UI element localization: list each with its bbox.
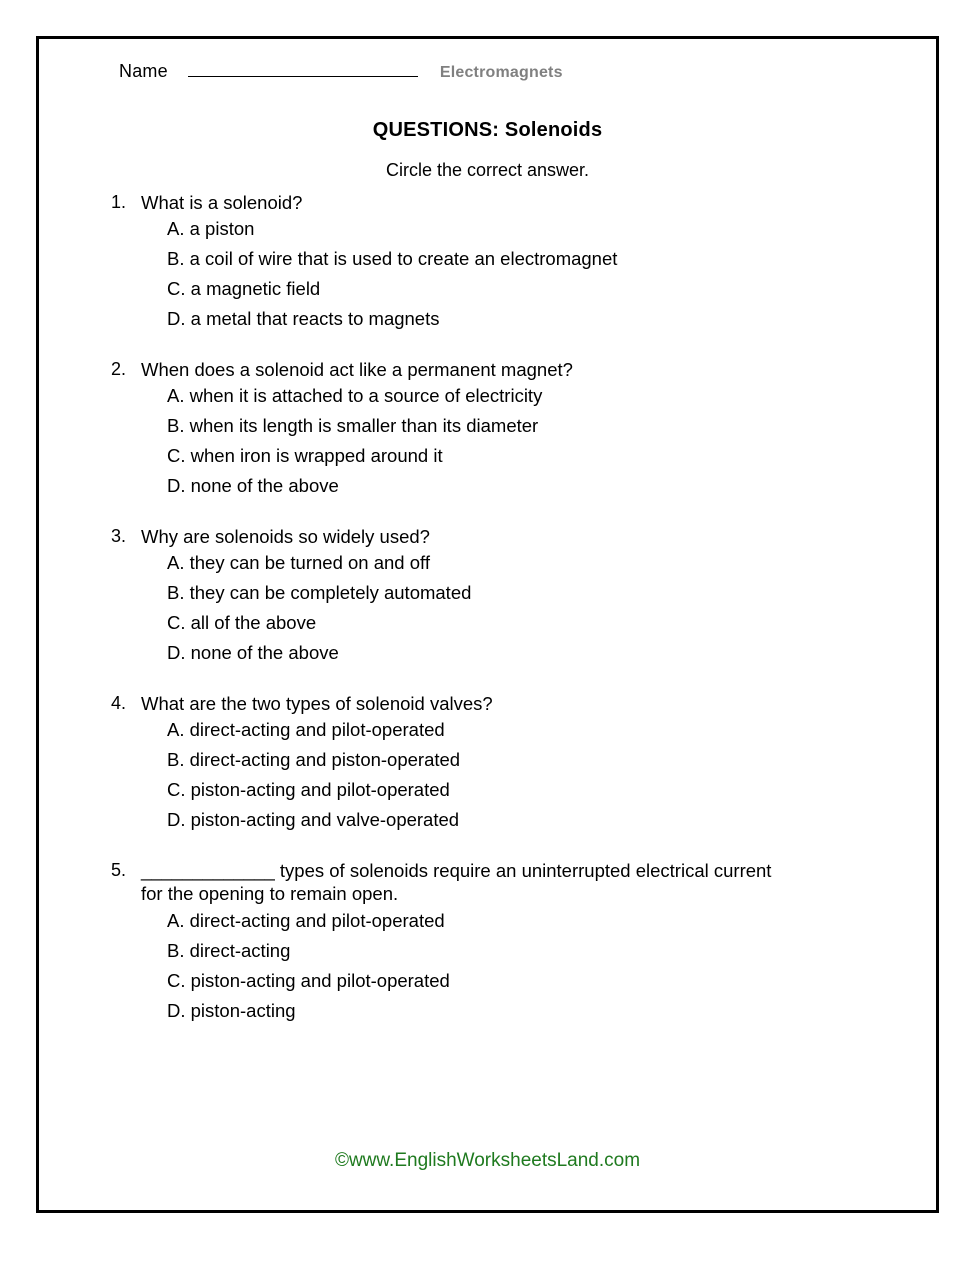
answer-choice[interactable]: B. a coil of wire that is used to create an electromagnet [167,248,618,270]
answer-choice[interactable]: D. none of the above [167,475,339,497]
topic-label: Electromagnets [439,64,563,81]
question-number: 5. [111,860,127,880]
answer-choice[interactable]: A. they can be turned on and off [167,552,430,574]
answer-choice[interactable]: D. none of the above [167,642,339,664]
name-label: Name [119,61,168,81]
answer-choice[interactable]: D. piston-acting [167,1000,296,1022]
question-text: Why are solenoids so widely used? [141,526,430,547]
answer-choice[interactable]: B. direct-acting and piston-operated [167,749,461,771]
answer-choice[interactable]: A. a piston [167,218,255,240]
answer-choice[interactable]: B. when its length is smaller than its diameter [167,415,539,437]
question-line [111,859,896,882]
footer [39,1150,936,1172]
question-text: When does a solenoid act like a permanent magnet? [141,359,573,380]
answer-choice[interactable]: B. they can be completely automated [167,582,472,604]
worksheet-content [39,39,936,1210]
question-line [111,525,896,548]
question-line [111,358,896,381]
answer-choice[interactable]: C. piston-acting and pilot-operated [167,779,450,801]
worksheet-header [39,61,936,82]
questions-list [111,191,896,1050]
answer-choice[interactable]: C. when iron is wrapped around it [167,445,443,467]
worksheet-page [36,36,939,1213]
question-number: 1. [111,192,127,212]
question-item [111,358,896,501]
copyright-icon: © [334,1150,349,1171]
page-title: QUESTIONS: Solenoids [372,119,603,141]
question-number: 3. [111,526,127,546]
answer-choice[interactable]: A. direct-acting and pilot-operated [167,910,445,932]
question-line [111,692,896,715]
question-text: _____________ types of solenoids require an uninterrupted electrical current [141,860,772,881]
question-item [111,859,896,1026]
answer-choice[interactable]: D. piston-acting and valve-operated [167,809,460,831]
question-item [111,692,896,835]
question-item [111,191,896,334]
answer-choice[interactable]: C. all of the above [167,612,317,634]
answer-choice[interactable]: C. piston-acting and pilot-operated [167,970,450,992]
answer-choice[interactable]: A. direct-acting and pilot-operated [167,719,445,741]
question-line [111,191,896,214]
question-text-continued: for the opening to remain open. [141,883,399,905]
question-number: 2. [111,359,127,379]
instructions: Circle the correct answer. [385,160,590,180]
footer-site[interactable]: www.EnglishWorksheetsLand.com [348,1150,641,1171]
answer-choice[interactable]: D. a metal that reacts to magnets [167,308,440,330]
answer-choice[interactable]: A. when it is attached to a source of electricity [167,385,543,407]
question-number: 4. [111,693,127,713]
question-text: What are the two types of solenoid valves? [141,693,493,714]
name-input-line[interactable] [188,62,418,77]
question-text: What is a solenoid? [141,192,303,213]
answer-choice[interactable]: C. a magnetic field [167,278,321,300]
answer-choice[interactable]: B. direct-acting [167,940,291,962]
question-item [111,525,896,668]
